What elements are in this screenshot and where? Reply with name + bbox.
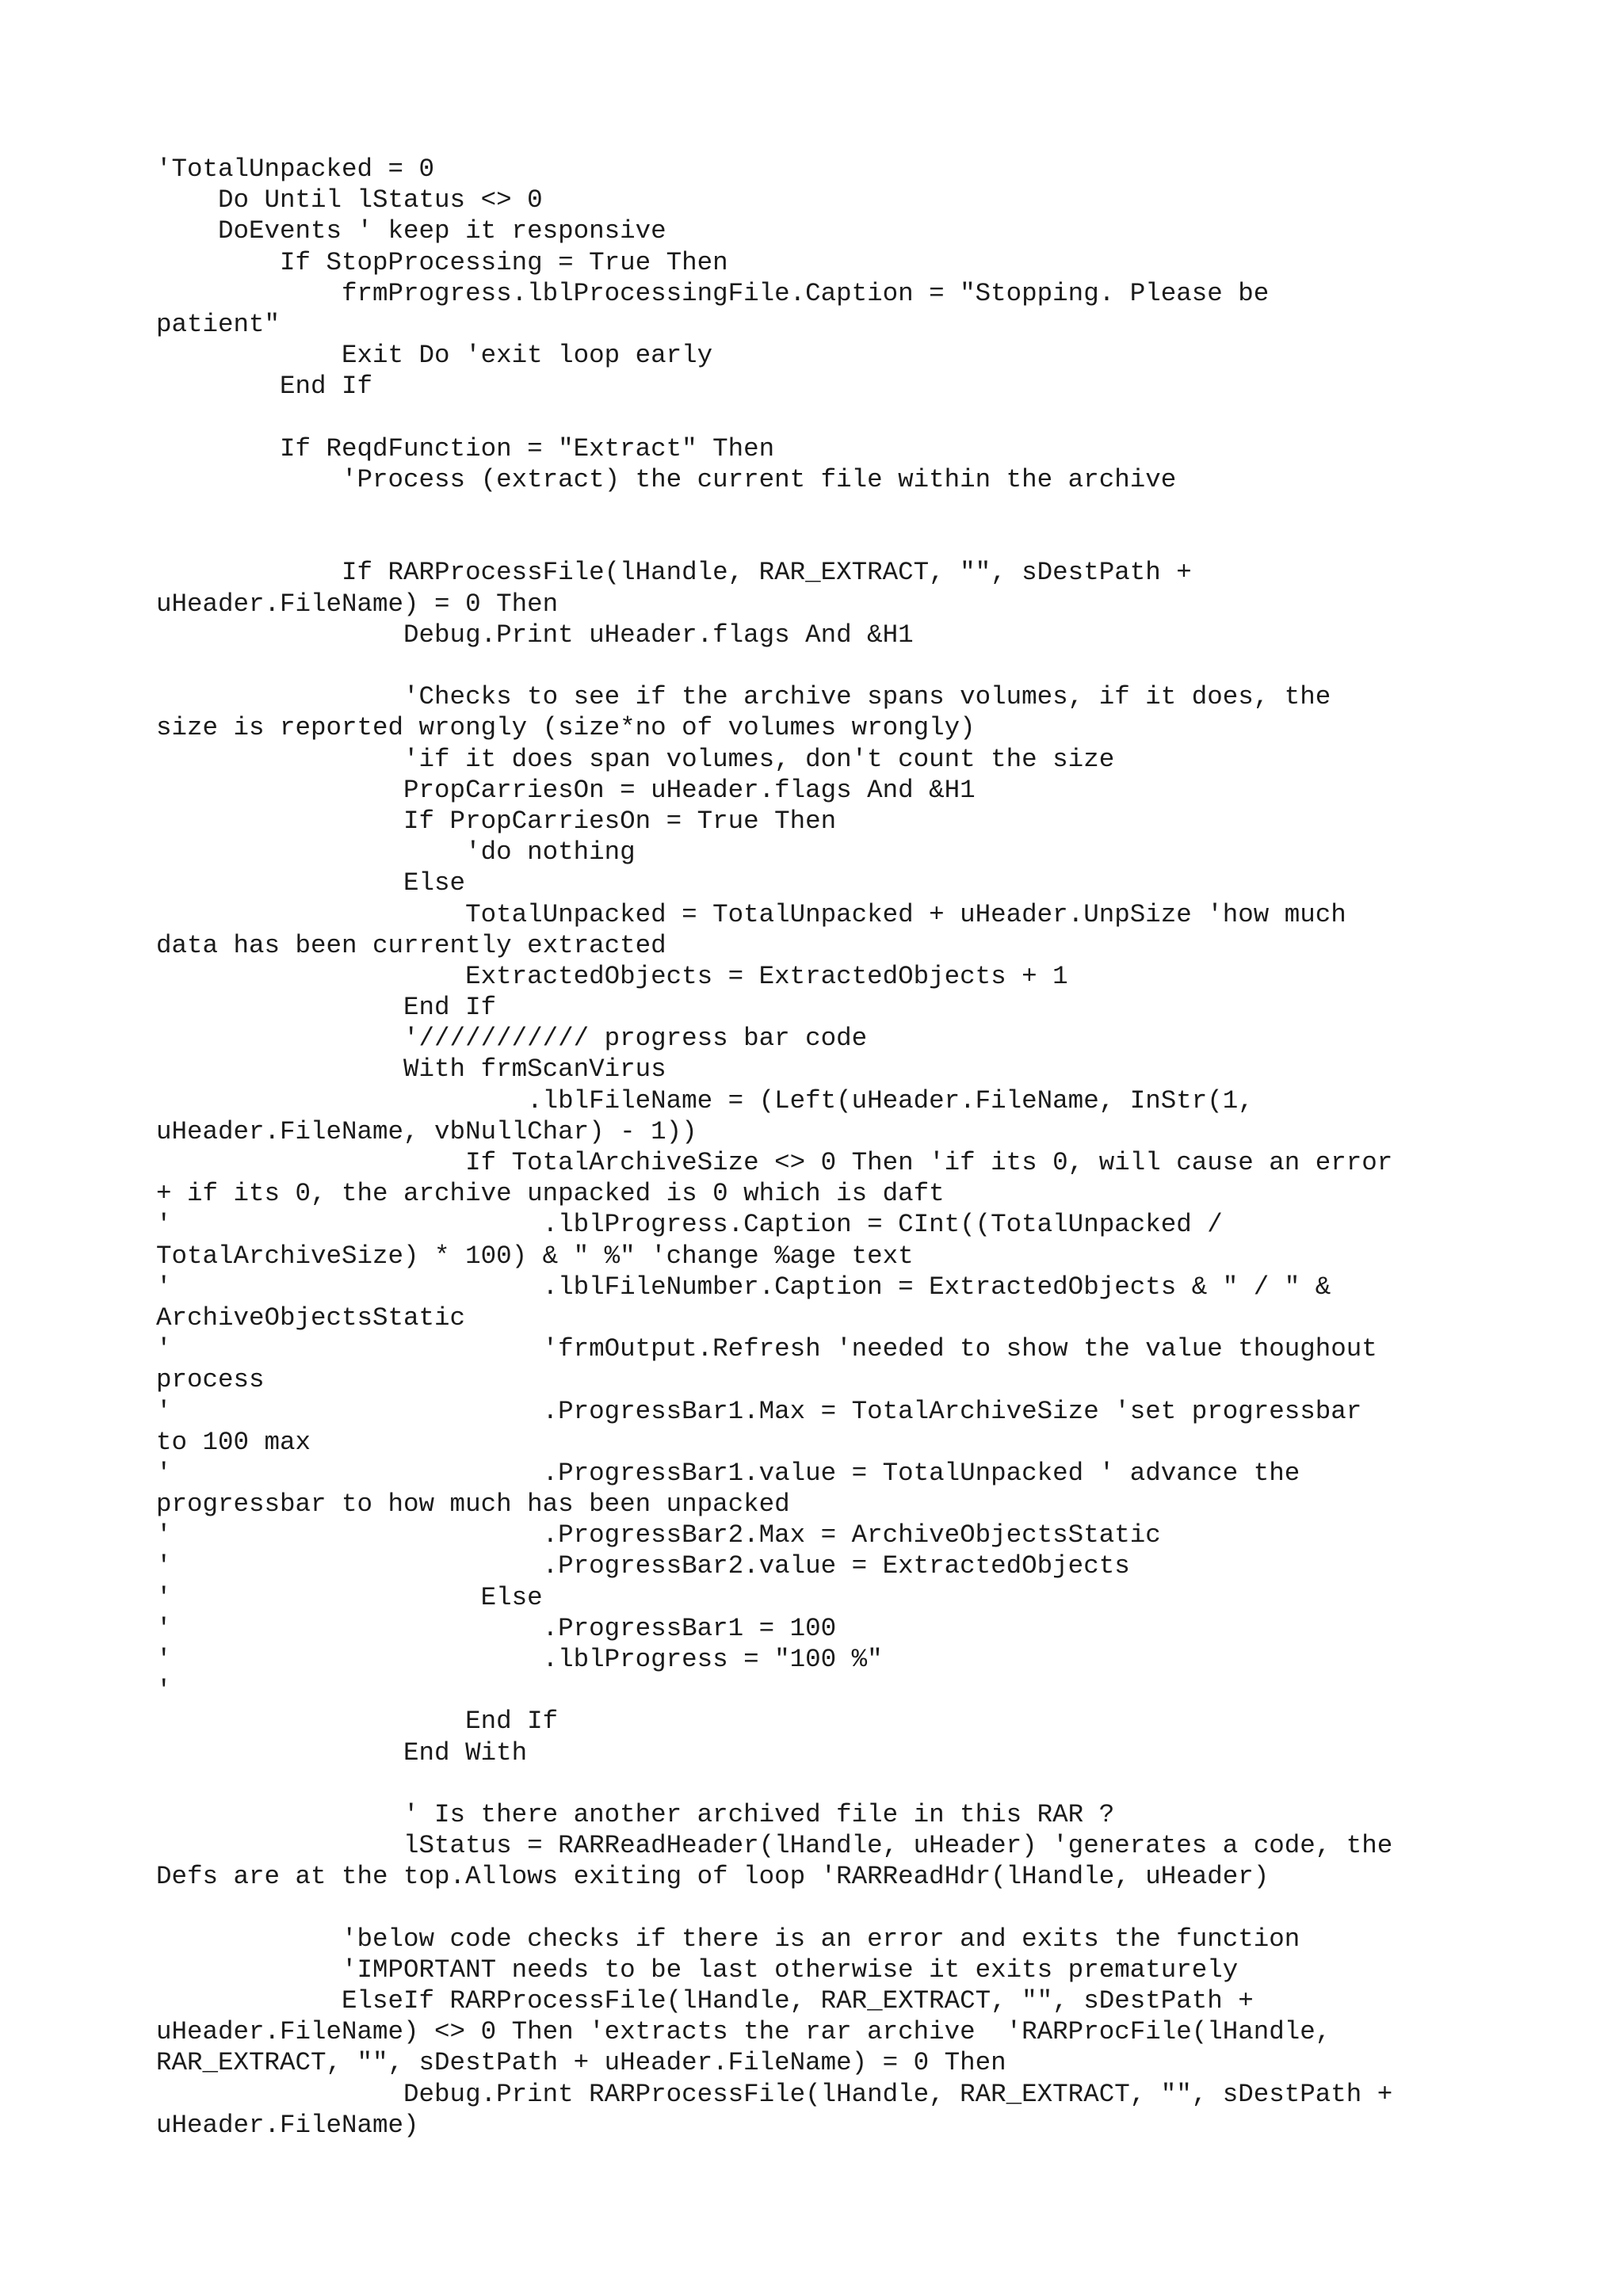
code-line: uHeader.FileName) bbox=[156, 2110, 419, 2140]
code-line: progressbar to how much has been unpacked bbox=[156, 1489, 790, 1520]
code-line: + if its 0, the archive unpacked is 0 which is daft bbox=[156, 1179, 945, 1209]
code-line: 'Checks to see if the archive spans volumes, if it does, the bbox=[156, 682, 1331, 712]
code-line bbox=[156, 1893, 1503, 1924]
code-line: If TotalArchiveSize <> 0 Then 'if its 0, will cause an error bbox=[156, 1148, 1393, 1177]
code-line bbox=[156, 1768, 1503, 1799]
code-line: ExtractedObjects = ExtractedObjects + 1 bbox=[156, 961, 1068, 991]
code-line: uHeader.FileName) <> 0 Then 'extracts the rar archive 'RARProcFile(lHandle, bbox=[156, 2017, 1331, 2047]
code-line: Do Until lStatus <> 0 bbox=[156, 185, 543, 215]
code-line: PropCarriesOn = uHeader.flags And &H1 bbox=[156, 775, 976, 805]
code-line bbox=[156, 495, 1503, 526]
code-line: size is reported wrongly (size*no of volumes wrongly) bbox=[156, 713, 976, 743]
code-line: ' .ProgressBar1.value = TotalUnpacked ' advance the bbox=[156, 1458, 1300, 1488]
code-line: End If bbox=[156, 372, 373, 402]
code-line: uHeader.FileName, vbNullChar) - 1)) bbox=[156, 1116, 697, 1146]
code-line: frmProgress.lblProcessingFile.Caption = "Stopping. Please be bbox=[156, 278, 1270, 308]
code-line: ArchiveObjectsStatic bbox=[156, 1302, 466, 1333]
code-line: ' .lblProgress = "100 %" bbox=[156, 1645, 883, 1674]
code-line: End With bbox=[156, 1737, 528, 1768]
code-line: process bbox=[156, 1365, 265, 1395]
code-line: 'do nothing bbox=[156, 837, 636, 868]
code-line: ' .ProgressBar1.Max = TotalArchiveSize 'set progressbar bbox=[156, 1396, 1362, 1426]
code-line: uHeader.FileName) = 0 Then bbox=[156, 589, 559, 619]
code-line: RAR_EXTRACT, "", sDestPath + uHeader.FileName) = 0 Then bbox=[156, 2048, 1006, 2078]
code-line: 'TotalUnpacked = 0 bbox=[156, 154, 435, 184]
code-line: ' .ProgressBar2.value = ExtractedObjects bbox=[156, 1551, 1130, 1581]
code-line: Debug.Print RARProcessFile(lHandle, RAR_EXTRACT, "", sDestPath + bbox=[156, 2079, 1393, 2109]
code-line: TotalArchiveSize) * 100) & " %" 'change %age text bbox=[156, 1241, 914, 1271]
code-line: patient" bbox=[156, 309, 281, 339]
code-line: Debug.Print uHeader.flags And &H1 bbox=[156, 620, 914, 650]
code-line: 'IMPORTANT needs to be last otherwise it exits prematurely bbox=[156, 1955, 1239, 1985]
code-line: data has been currently extracted bbox=[156, 930, 666, 960]
code-line: With frmScanVirus bbox=[156, 1055, 666, 1085]
code-line: If StopProcessing = True Then bbox=[156, 247, 728, 277]
code-line: DoEvents ' keep it responsive bbox=[156, 216, 666, 246]
code-line: ' 'frmOutput.Refresh 'needed to show the value thoughout bbox=[156, 1334, 1377, 1364]
code-line: ' Else bbox=[156, 1582, 543, 1612]
code-line: 'Process (extract) the current file within the archive bbox=[156, 464, 1177, 494]
code-line: 'if it does span volumes, don't count the size bbox=[156, 744, 1115, 774]
code-line: If PropCarriesOn = True Then bbox=[156, 806, 837, 836]
code-line: If ReqdFunction = "Extract" Then bbox=[156, 433, 775, 463]
code-line: Else bbox=[156, 868, 466, 898]
code-line bbox=[156, 526, 1503, 557]
code-line: 'below code checks if there is an error and exits the function bbox=[156, 1924, 1300, 1954]
code-line: End If bbox=[156, 993, 497, 1023]
code-listing bbox=[156, 154, 1503, 2141]
code-line: ' .ProgressBar2.Max = ArchiveObjectsStatic bbox=[156, 1520, 1161, 1550]
code-line bbox=[156, 650, 1503, 681]
code-line: ' .lblProgress.Caption = CInt((TotalUnpacked / bbox=[156, 1210, 1223, 1240]
code-line: to 100 max bbox=[156, 1427, 311, 1457]
code-line: ElseIf RARProcessFile(lHandle, RAR_EXTRACT, "", sDestPath + bbox=[156, 1986, 1254, 2016]
code-line: ' Is there another archived file in this RAR ? bbox=[156, 1799, 1115, 1829]
code-line: Defs are at the top.Allows exiting of loop 'RARReadHdr(lHandle, uHeader) bbox=[156, 1862, 1270, 1892]
code-line: ' .ProgressBar1 = 100 bbox=[156, 1613, 837, 1643]
code-line: '/////////// progress bar code bbox=[156, 1024, 868, 1054]
code-line: Exit Do 'exit loop early bbox=[156, 341, 713, 371]
code-line: lStatus = RARReadHeader(lHandle, uHeader) 'generates a code, the bbox=[156, 1831, 1393, 1861]
code-line: ' .lblFileNumber.Caption = ExtractedObjects & " / " & bbox=[156, 1272, 1331, 1302]
code-line: .lblFileName = (Left(uHeader.FileName, InStr(1, bbox=[156, 1085, 1254, 1116]
code-line: If RARProcessFile(lHandle, RAR_EXTRACT, "", sDestPath + bbox=[156, 558, 1192, 588]
code-line: End If bbox=[156, 1707, 559, 1737]
code-line: ' bbox=[156, 1676, 172, 1706]
code-line: TotalUnpacked = TotalUnpacked + uHeader.UnpSize 'how much bbox=[156, 899, 1346, 929]
code-line bbox=[156, 402, 1503, 433]
